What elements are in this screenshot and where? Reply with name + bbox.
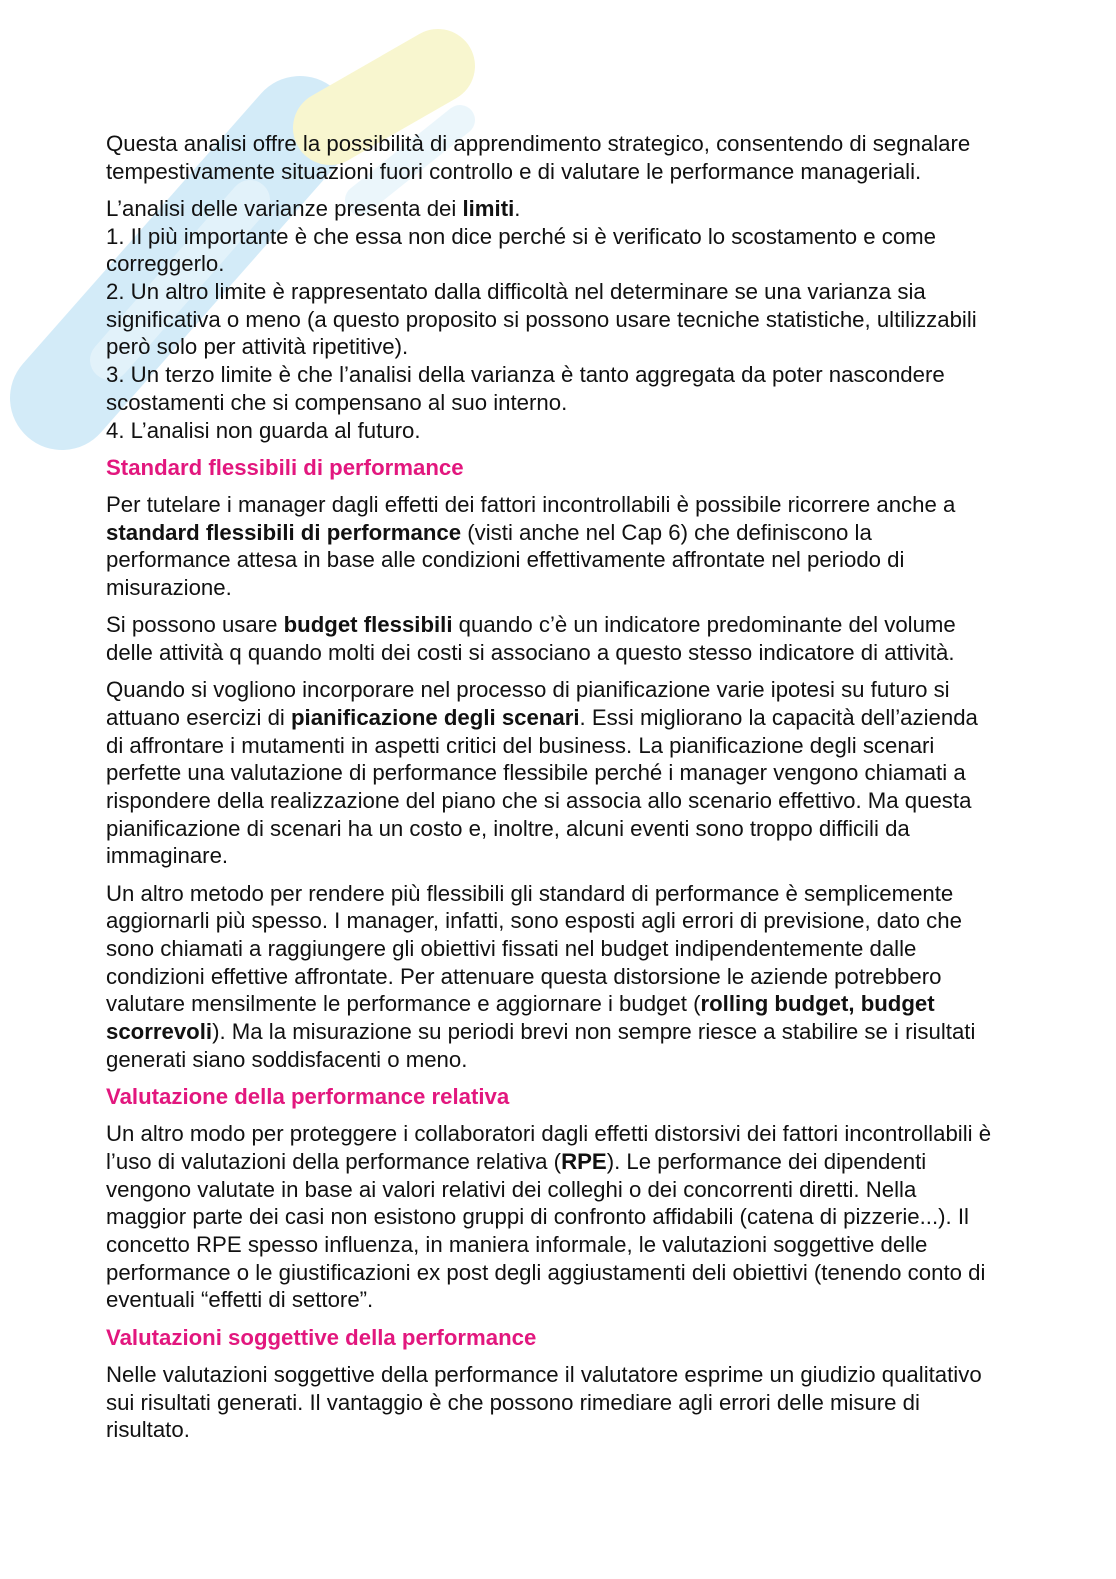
text-line: 4. L’analisi non guarda al futuro.: [106, 417, 421, 443]
text-line: 3. Un terzo limite è che l’analisi della varianza è tanto aggregata da poter nascondere: [106, 362, 945, 388]
text-run: valutare mensilmente le performance e aggiornare i budget (: [106, 991, 701, 1017]
text-run: .: [514, 195, 521, 221]
text-line: [106, 519, 1086, 547]
text-line: condizioni effettive affrontate. Per attenuare questa distorsione le aziende potrebbero: [106, 963, 942, 989]
text-line: però solo per attività ripetitive).: [106, 334, 409, 360]
text-line: performance attesa in base alle condizioni effettivamente affrontate nel periodo di: [106, 547, 905, 573]
text-line: [106, 1018, 1086, 1046]
text-line: Questa analisi offre la possibilità di apprendimento strategico, consentendo di segnalare: [106, 131, 971, 156]
text-line: scostamenti che si compensano al suo interno.: [106, 389, 568, 415]
text-line: Per tutelare i manager dagli effetti dei fattori incontrollabili è possibile ricorrere anche a: [106, 491, 956, 517]
text-line: Un altro metodo per rendere più flessibili gli standard di performance è semplicemente: [106, 880, 954, 906]
text-line: perfette una valutazione di performance flessibile perché i manager vengono chiamati a: [106, 760, 966, 786]
text-line: di affrontare i mutamenti in aspetti critici del business. La pianificazione degli scenari: [106, 732, 935, 758]
paragraph: [106, 1120, 1086, 1314]
text-line: [106, 195, 1086, 223]
paragraph: [106, 130, 1086, 185]
text-line: maggior parte dei casi non esistono gruppi di confronto affidabili (catena di pizzerie...). Il: [106, 1204, 969, 1230]
text-line: generati siano soddisfacenti o meno.: [106, 1046, 468, 1072]
text-run: ). Le performance dei dipendenti: [606, 1148, 927, 1174]
text-run: l’uso di valutazioni della performance relativa (: [106, 1148, 562, 1174]
text-line: eventuali “effetti di settore”.: [106, 1287, 374, 1313]
text-line: Nelle valutazioni soggettive della performance il valutatore esprime un giudizio qualitativo: [106, 1361, 982, 1387]
text-line: sui risultati generati. Il vantaggio è che possono rimediare agli errori delle misure di: [106, 1389, 920, 1415]
text-line: misurazione.: [106, 575, 232, 601]
text-run: . Essi migliorano la capacità dell’azienda: [579, 704, 978, 730]
text-line: delle attività q quando molti dei costi si associano a questo stesso indicatore di attività.: [106, 639, 955, 665]
text-line: significativa o meno (a questo proposito si possono usare tecniche statistiche, ultilizzabili: [106, 306, 977, 332]
bold-term: standard flessibili di performance: [106, 519, 462, 545]
text-line: pianificazione di scenari ha un costo e, inoltre, alcuni eventi sono troppo difficili da: [106, 815, 910, 841]
text-line: concetto RPE spesso influenza, in maniera informale, le valutazioni soggettive delle: [106, 1232, 928, 1258]
paragraph: [106, 880, 1086, 1074]
text-line: risultato.: [106, 1417, 190, 1443]
document-body: [106, 130, 1086, 1453]
section-heading: Valutazione della performance relativa: [106, 1084, 510, 1109]
bold-term: pianificazione degli scenari: [291, 704, 580, 730]
section-heading: Standard flessibili di performance: [106, 454, 464, 480]
text-line: [106, 704, 1086, 732]
text-line: [106, 1148, 1086, 1176]
text-line: 1. Il più importante è che essa non dice perché si è verificato lo scostamento e come: [106, 223, 937, 249]
bold-term: limiti: [462, 195, 515, 221]
text-line: vengono valutate in base ai valori relativi dei colleghi o dei concorrenti diretti. Nella: [106, 1176, 917, 1202]
text-run: Si possono usare: [106, 612, 284, 638]
bold-term: RPE: [561, 1148, 607, 1174]
paragraph: [106, 1361, 1086, 1444]
text-line: immaginare.: [106, 843, 229, 869]
text-run: ). Ma la misurazione su periodi brevi non sempre riesce a stabilire se i risultati: [212, 1019, 976, 1045]
bold-term: scorrevoli: [106, 1019, 213, 1045]
text-line: Quando si vogliono incorporare nel processo di pianificazione varie ipotesi su futuro si: [106, 677, 950, 703]
paragraph: [106, 195, 1086, 444]
text-line: [106, 611, 1086, 639]
text-line: 2. Un altro limite è rappresentato dalla difficoltà nel determinare se una varianza sia: [106, 279, 926, 305]
text-line: aggiornarli più spesso. I manager, infatti, sono esposti agli errori di previsione, dato che: [106, 908, 962, 934]
paragraph: [106, 611, 1086, 666]
text-run: quando c’è un indicatore predominante del volume: [452, 612, 956, 638]
text-run: attuano esercizi di: [106, 704, 291, 730]
text-line: [106, 990, 1086, 1018]
text-line: rispondere della realizzazione del piano che si associa allo scenario effettivo. Ma questa: [106, 787, 972, 813]
text-line: correggerlo.: [106, 251, 225, 277]
paragraph: [106, 676, 1086, 870]
section-heading: Valutazioni soggettive della performance: [106, 1324, 537, 1350]
text-line: tempestivamente situazioni fuori controllo e di valutare le performance manageriali.: [106, 158, 922, 184]
text-run: L’analisi delle varianze presenta dei: [106, 195, 463, 221]
bold-term: budget flessibili: [283, 612, 453, 638]
text-line: performance o le giustificazioni ex post degli aggiustamenti deli obiettivi (tenendo conto di: [106, 1259, 986, 1285]
text-line: sono chiamati a raggiungere gli obiettivi fissati nel budget indipendentemente dalle: [106, 935, 917, 961]
text-run: (visti anche nel Cap 6) che definiscono la: [461, 519, 872, 545]
bold-term: rolling budget, budget: [700, 991, 935, 1017]
text-line: Un altro modo per proteggere i collaboratori dagli effetti distorsivi dei fattori incontrollabili è: [106, 1121, 992, 1147]
paragraph: [106, 491, 1086, 602]
